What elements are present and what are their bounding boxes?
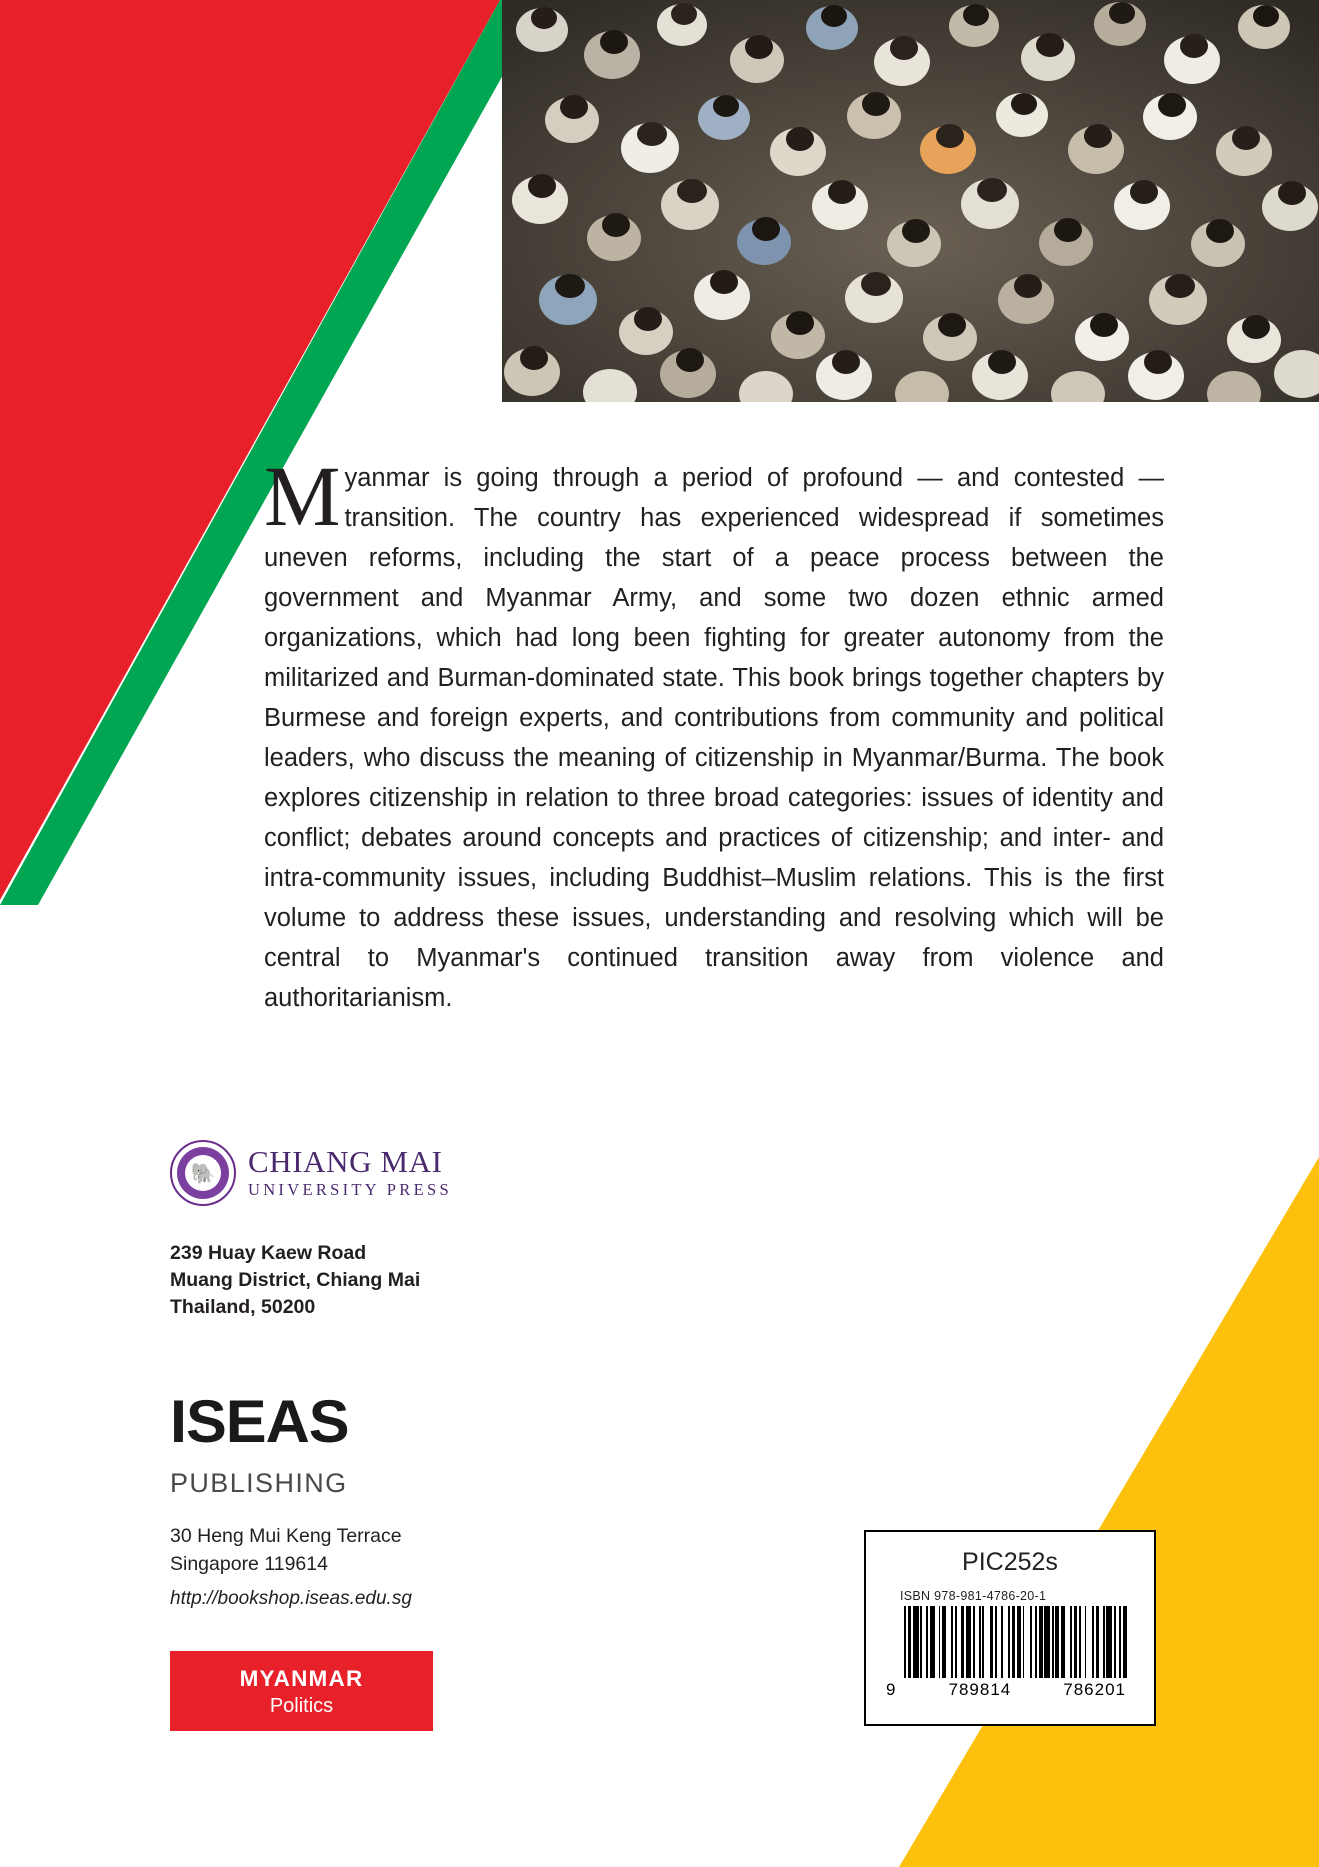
category-main: MYANMAR xyxy=(239,1665,364,1691)
iseas-logo: ISEAS xyxy=(170,1388,349,1455)
barcode-digit-mid: 789814 xyxy=(948,1680,1012,1699)
back-cover-blurb xyxy=(264,448,1164,1018)
cmu-address-line-3: Thailand, 50200 xyxy=(170,1296,316,1318)
category-badge xyxy=(170,1651,433,1731)
iseas-address-line-1: 30 Heng Mui Keng Terrace xyxy=(170,1525,402,1547)
iseas-address-line-2: Singapore 119614 xyxy=(170,1553,328,1575)
cover-photograph xyxy=(502,0,1319,402)
cmu-address-line-2: Muang District, Chiang Mai xyxy=(170,1269,421,1291)
barcode-digits xyxy=(886,1680,1126,1700)
cmu-address xyxy=(170,1240,420,1321)
blurb-text: yanmar is going through a period of profound — and contested — transition. The country has experienced widespread if sometimes uneven reforms, including the start of a peace process between the government and Myanmar Army, and some two dozen ethnic armed organizations, which had long been fighting for greater autonomy from the militarized and Burman-dominated state. This book brings together chapters by Burmese and foreign experts, and contributions from community and political leaders, who discuss the meaning of citizenship in Myanmar/Burma. The book explores citizenship in relation to three broad categories: issues of identity and conflict; debates around concepts and practices of citizenship; and inter- and intra-community issues, including Buddhist–Muslim relations. This is the first volume to address these issues, understanding and resolving which will be central to Myanmar's continued transition away from violence and authoritarianism. xyxy=(264,464,1164,1012)
iseas-bookshop-url[interactable]: http://bookshop.iseas.edu.sg xyxy=(170,1588,412,1609)
cmu-address-line-1: 239 Huay Kaew Road xyxy=(170,1242,367,1264)
yellow-corner-shape xyxy=(899,1157,1319,1867)
barcode-bars xyxy=(904,1606,1128,1678)
chiang-mai-university-press-logo xyxy=(170,1140,452,1206)
barcode-block xyxy=(864,1530,1156,1726)
isbn-label: ISBN 978-981-4786-20-1 xyxy=(900,1589,1047,1603)
iseas-address xyxy=(170,1522,402,1578)
blurb-dropcap: M xyxy=(264,448,341,544)
university-seal-icon: 🐘 xyxy=(170,1140,236,1206)
cmu-name: CHIANG MAI xyxy=(248,1143,443,1179)
barcode-digit-left: 9 xyxy=(886,1680,897,1699)
pic-code: PIC252s xyxy=(962,1548,1058,1576)
cmu-name-sub: UNIVERSITY PRESS xyxy=(248,1180,452,1200)
category-sub: Politics xyxy=(269,1694,334,1717)
iseas-logo-sub: PUBLISHING xyxy=(170,1468,348,1498)
barcode-digit-right: 786201 xyxy=(1063,1680,1126,1699)
